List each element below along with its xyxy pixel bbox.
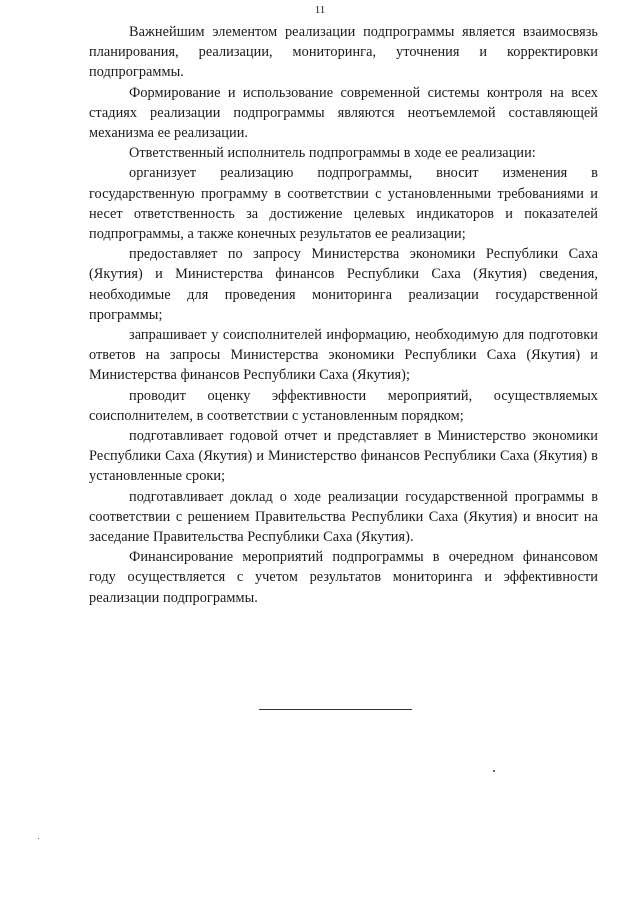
paragraph-executor-intro: Ответственный исполнитель подпрограммы в ходе ее реализации:: [129, 145, 536, 162]
paragraph-financing: Финансирование мероприятий подпрограммы в очередном финансовом году осуществляется с учетом результатов мониторинга и эффективности реализации подпрограммы.: [89, 549, 598, 606]
paragraph-control-system: Формирование и использование современной системы контроля на всех стадиях реализации подпрограммы являются неотъемлемой составляющей механизма ее реализации.: [89, 84, 598, 142]
list-item-annual-report: подготавливает годовой отчет и представляет в Министерство экономики Республики Саха (Якутия) и Министерство финансов Республики Саха (Якутия) в установленные сроки;: [89, 428, 598, 485]
paragraph-key-element: Важнейшим элементом реализации подпрограммы является взаимосвязь планирования, реализации, мониторинга, уточнения и корректировки подпрограммы.: [89, 24, 598, 81]
page-number: 11: [314, 4, 326, 16]
list-item-evaluates: проводит оценку эффективности мероприятий, осуществляемых соисполнителем, в соответствии с установленным порядком;: [89, 387, 598, 424]
list-item-organizes: организует реализацию подпрограммы, вносит изменения в государственную программу в соответствии с установленными требованиями и несет ответственность за достижение целевых индикаторов и показателей подпрограммы, а также конечных результатов ее реализации;: [89, 165, 598, 243]
end-divider: [259, 709, 412, 710]
scan-artifact: [38, 838, 39, 839]
document-body: [89, 22, 598, 608]
list-item-provides: предоставляет по запросу Министерства экономики Республики Саха (Якутия) и Министерства финансов Республики Саха (Якутия) сведения, необходимые для проведения мониторинга реализации государственной программы;: [89, 246, 598, 323]
list-item-progress-report: подготавливает доклад о ходе реализации государственной программы в соответствии с решением Правительства Республики Саха (Якутия) и вносит на заседание Правительства Республики Саха (Якутия).: [89, 488, 598, 546]
list-item-requests: запрашивает у соисполнителей информацию, необходимую для подготовки ответов на запросы Министерства экономики Республики Саха (Якутия) и Министерства финансов Республики Саха (Якутия);: [89, 327, 598, 384]
scan-artifact: [493, 770, 495, 772]
